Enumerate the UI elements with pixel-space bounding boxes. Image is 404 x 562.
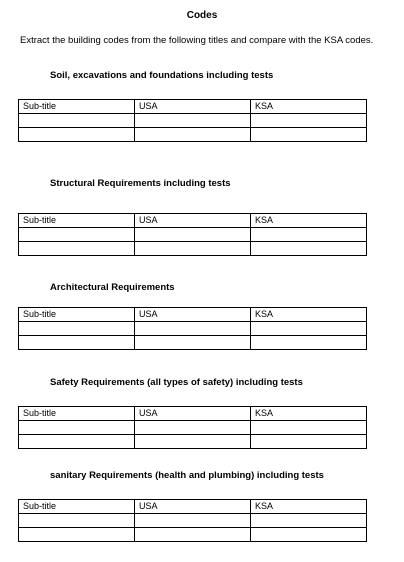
page-title: Codes xyxy=(186,10,218,21)
section-heading-soil: Soil, excavations and foundations including tests xyxy=(50,70,274,81)
table-row xyxy=(19,336,367,350)
table-cell[interactable] xyxy=(19,128,135,142)
table-cell[interactable] xyxy=(19,435,135,449)
table-row xyxy=(19,114,367,128)
header-ksa: KSA xyxy=(251,407,367,421)
header-ksa: KSA xyxy=(251,308,367,322)
table-cell[interactable] xyxy=(135,336,251,350)
section-heading-sanitary: sanitary Requirements (health and plumbing) including tests xyxy=(50,470,324,481)
table-cell[interactable] xyxy=(251,322,367,336)
table-cell[interactable] xyxy=(251,514,367,528)
table-cell[interactable] xyxy=(251,128,367,142)
comparison-table-architectural xyxy=(18,307,367,350)
table-cell[interactable] xyxy=(19,514,135,528)
table-cell[interactable] xyxy=(135,421,251,435)
comparison-table-safety xyxy=(18,406,367,449)
table-row xyxy=(19,421,367,435)
table-cell[interactable] xyxy=(19,528,135,542)
table-row xyxy=(19,242,367,256)
section-heading-structural: Structural Requirements including tests xyxy=(50,178,231,189)
table-cell[interactable] xyxy=(19,421,135,435)
header-subtitle: Sub-title xyxy=(19,500,135,514)
table-cell[interactable] xyxy=(19,114,135,128)
header-subtitle: Sub-title xyxy=(19,214,135,228)
table-cell[interactable] xyxy=(135,322,251,336)
header-subtitle: Sub-title xyxy=(19,100,135,114)
comparison-table-soil xyxy=(18,99,367,142)
table-header-row xyxy=(19,214,367,228)
section-heading-architectural: Architectural Requirements xyxy=(50,282,175,293)
table-cell[interactable] xyxy=(251,528,367,542)
table-row xyxy=(19,128,367,142)
table-cell[interactable] xyxy=(19,322,135,336)
table-cell[interactable] xyxy=(135,114,251,128)
table-cell[interactable] xyxy=(135,435,251,449)
header-usa: USA xyxy=(135,500,251,514)
table-cell[interactable] xyxy=(135,514,251,528)
table-cell[interactable] xyxy=(251,336,367,350)
table-cell[interactable] xyxy=(135,528,251,542)
table-row xyxy=(19,322,367,336)
table-cell[interactable] xyxy=(251,114,367,128)
comparison-table-sanitary xyxy=(18,499,367,542)
table-cell[interactable] xyxy=(135,128,251,142)
header-subtitle: Sub-title xyxy=(19,407,135,421)
table-cell[interactable] xyxy=(19,242,135,256)
table-cell[interactable] xyxy=(251,421,367,435)
header-ksa: KSA xyxy=(251,214,367,228)
section-heading-safety: Safety Requirements (all types of safety) including tests xyxy=(50,377,303,388)
table-row xyxy=(19,435,367,449)
table-row xyxy=(19,228,367,242)
table-cell[interactable] xyxy=(135,228,251,242)
header-usa: USA xyxy=(135,308,251,322)
header-ksa: KSA xyxy=(251,500,367,514)
comparison-table-structural xyxy=(18,213,367,256)
header-usa: USA xyxy=(135,407,251,421)
table-row xyxy=(19,528,367,542)
header-usa: USA xyxy=(135,214,251,228)
table-header-row xyxy=(19,407,367,421)
table-cell[interactable] xyxy=(19,336,135,350)
table-row xyxy=(19,514,367,528)
header-ksa: KSA xyxy=(251,100,367,114)
table-cell[interactable] xyxy=(251,435,367,449)
table-cell[interactable] xyxy=(135,242,251,256)
table-cell[interactable] xyxy=(19,228,135,242)
table-header-row xyxy=(19,100,367,114)
instruction-text: Extract the building codes from the following titles and compare with the KSA codes. xyxy=(20,35,374,46)
table-header-row xyxy=(19,500,367,514)
header-subtitle: Sub-title xyxy=(19,308,135,322)
table-cell[interactable] xyxy=(251,242,367,256)
header-usa: USA xyxy=(135,100,251,114)
table-cell[interactable] xyxy=(251,228,367,242)
table-header-row xyxy=(19,308,367,322)
